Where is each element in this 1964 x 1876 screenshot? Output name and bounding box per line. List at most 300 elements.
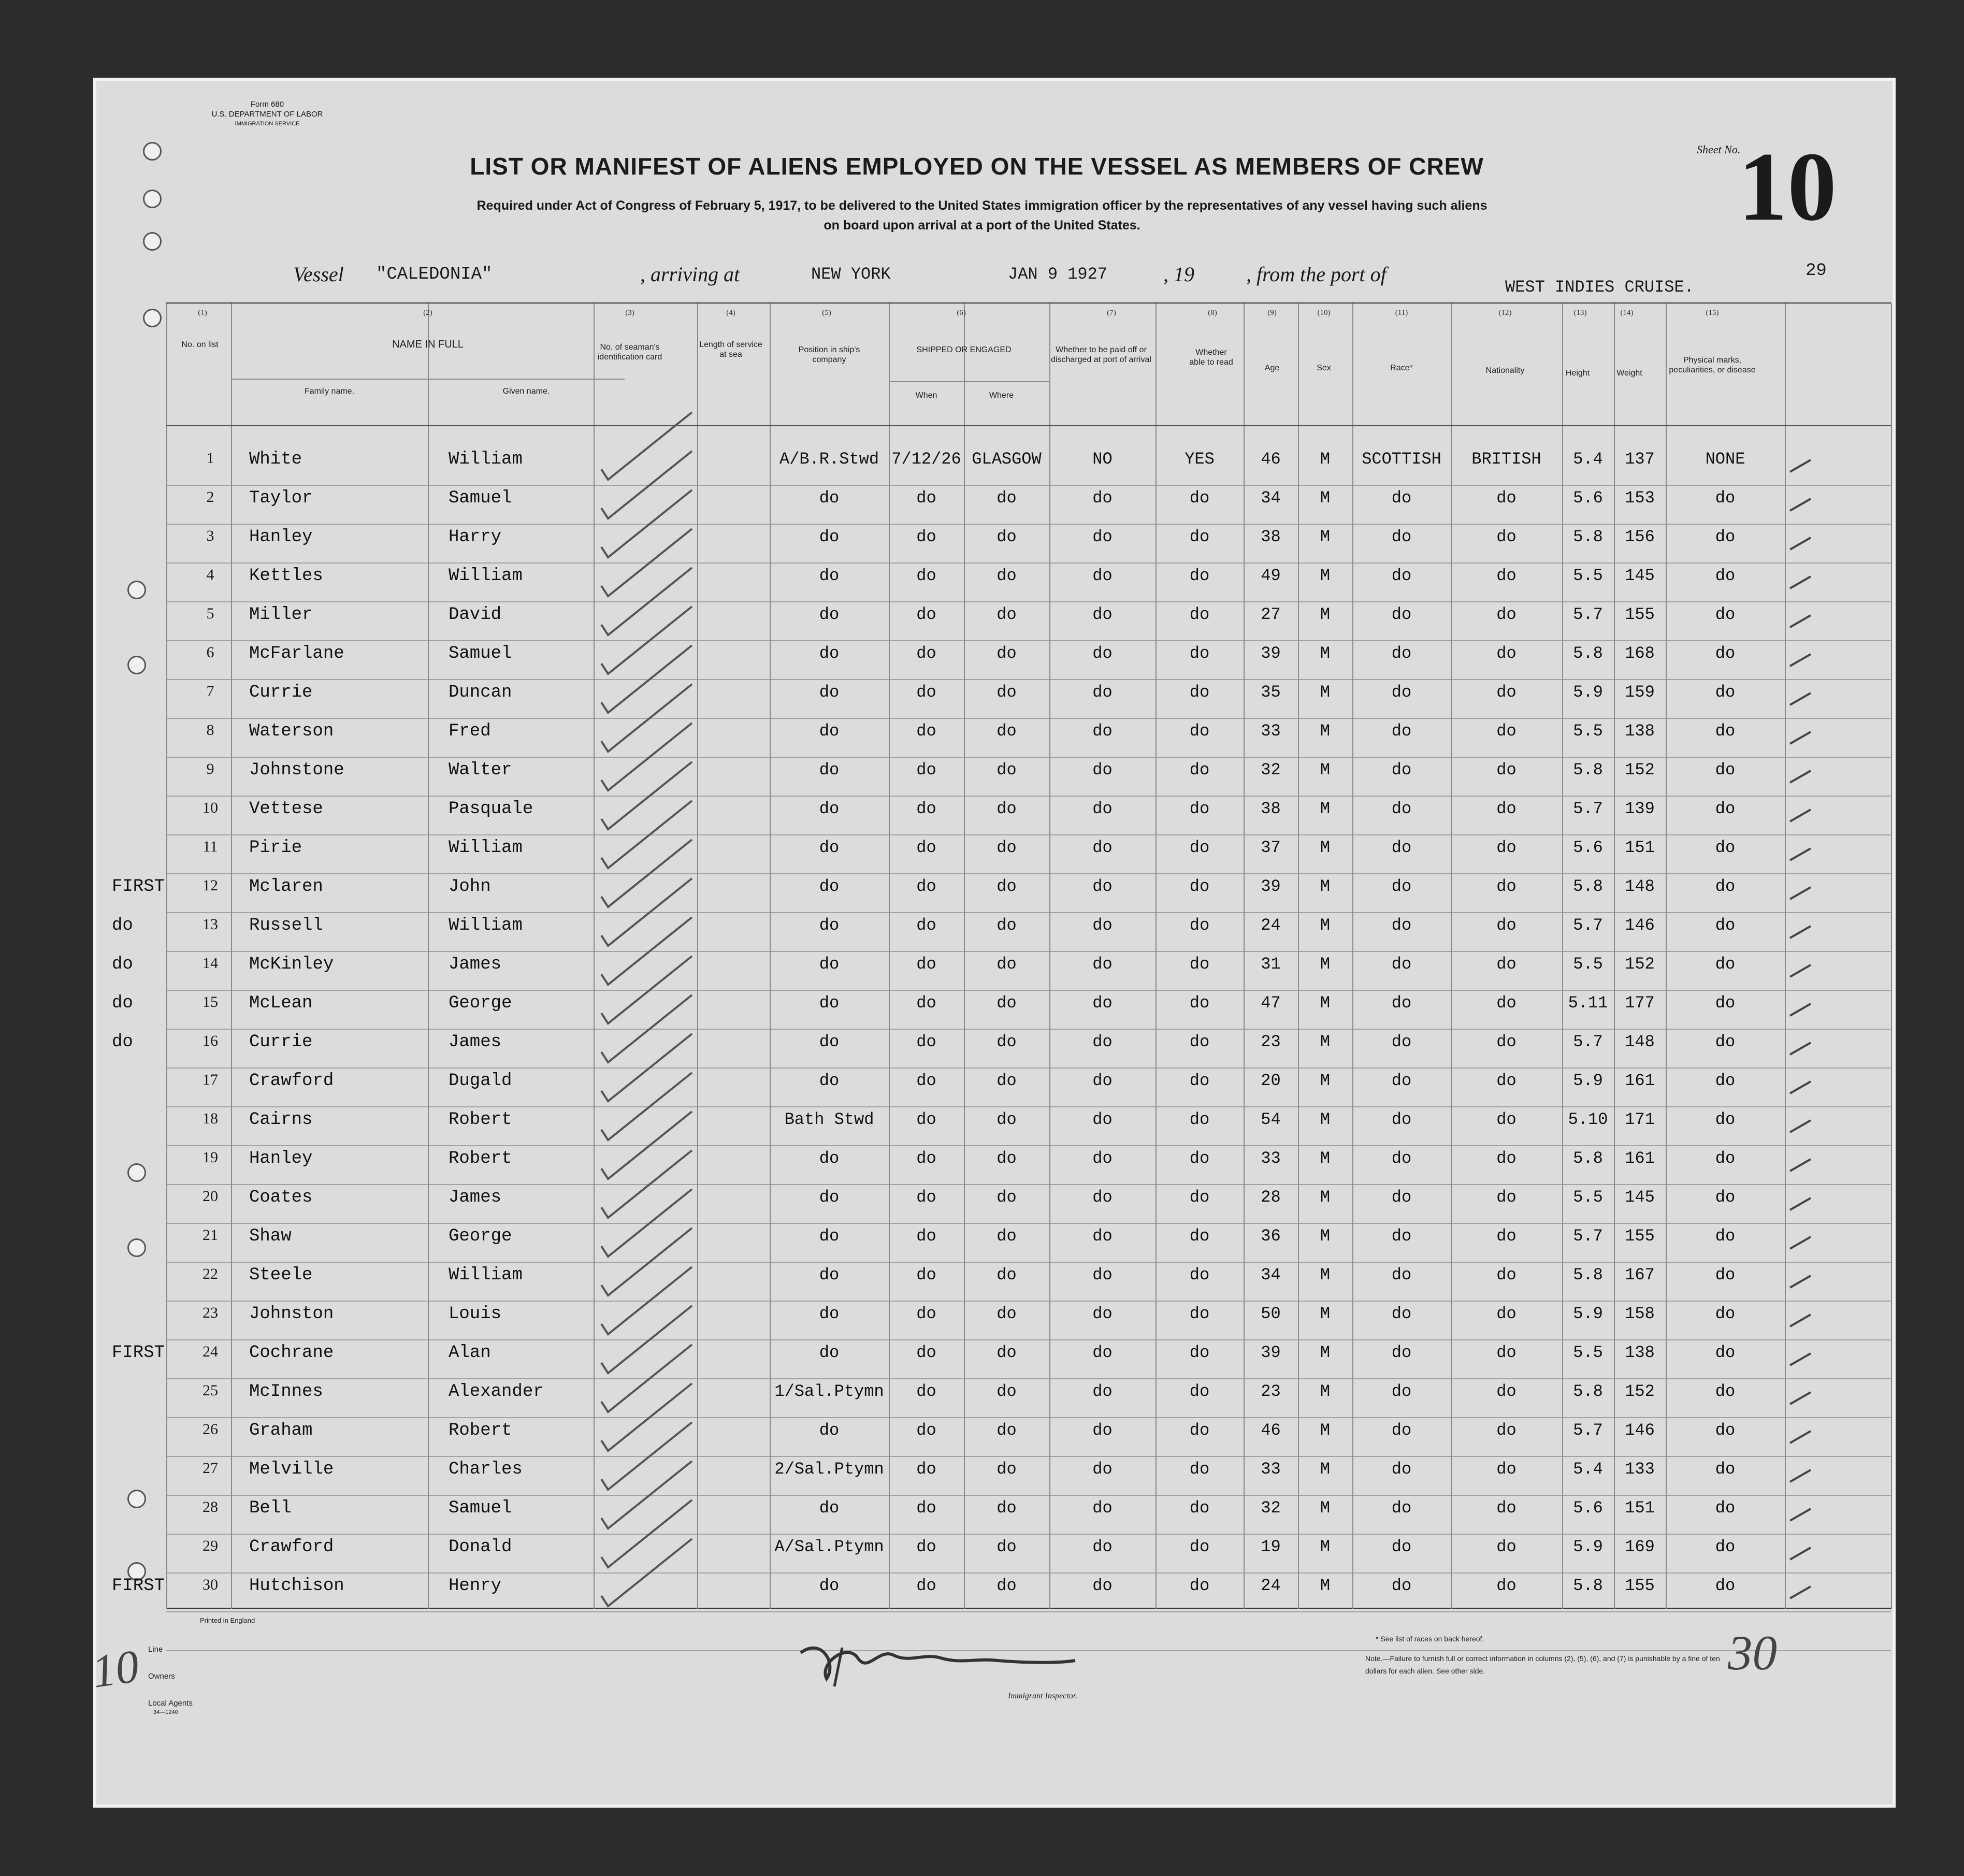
- height: 5.11: [1568, 993, 1608, 1013]
- weight: 148: [1625, 877, 1655, 896]
- height: 5.8: [1573, 644, 1603, 663]
- physical-marks: do: [1715, 1421, 1736, 1440]
- able-to-read: do: [1189, 838, 1210, 857]
- height: 5.8: [1573, 877, 1603, 896]
- family-name: Pirie: [249, 838, 302, 858]
- given-name: Alexander: [449, 1382, 544, 1402]
- position: do: [819, 488, 840, 508]
- row-margin-note: do: [112, 1032, 133, 1052]
- check-mark: [601, 917, 692, 985]
- check-mark: [1790, 460, 1811, 472]
- sex: M: [1320, 1343, 1331, 1362]
- header-when: When: [915, 391, 937, 400]
- given-name: Pasquale: [449, 799, 533, 819]
- header-nationality: Nationality: [1485, 366, 1525, 375]
- family-name: Crawford: [249, 1071, 334, 1091]
- age: 39: [1261, 1343, 1281, 1362]
- sex: M: [1320, 1576, 1331, 1595]
- paid-off: do: [1092, 527, 1113, 546]
- check-mark: [1790, 1081, 1811, 1093]
- check-mark: [1790, 1004, 1811, 1016]
- shipped-where: do: [997, 1149, 1017, 1168]
- able-to-read: do: [1189, 1421, 1210, 1440]
- shipped-when: do: [916, 1460, 936, 1479]
- subtitle-line-1: Required under Act of Congress of February 5, 1917, to be delivered to the United States immigration officer by the representatives of any vessel having such aliens: [476, 198, 1488, 213]
- able-to-read: do: [1189, 1576, 1210, 1595]
- shipped-where: do: [997, 916, 1017, 935]
- sex: M: [1320, 450, 1331, 469]
- position: do: [819, 566, 840, 585]
- physical-marks: NONE: [1705, 450, 1745, 469]
- weight: 152: [1625, 760, 1655, 780]
- age: 54: [1261, 1110, 1281, 1129]
- given-name: Charles: [449, 1460, 523, 1479]
- shipped-where: do: [997, 488, 1017, 508]
- position: do: [819, 799, 840, 818]
- row-number: 16: [203, 1032, 218, 1049]
- header-height: Height: [1565, 369, 1590, 378]
- shipped-when: do: [916, 721, 936, 741]
- family-name: Steele: [249, 1265, 313, 1285]
- position: do: [819, 1304, 840, 1323]
- position: do: [819, 1188, 840, 1207]
- shipped-when: do: [916, 1071, 936, 1090]
- height: 5.8: [1573, 1265, 1603, 1285]
- race: do: [1391, 1265, 1412, 1285]
- weight: 171: [1625, 1110, 1655, 1129]
- paid-off: do: [1092, 1460, 1113, 1479]
- position: do: [819, 838, 840, 857]
- paid-off: do: [1092, 1188, 1113, 1207]
- shipped-where: do: [997, 1110, 1017, 1129]
- paid-off: do: [1092, 955, 1113, 974]
- shipped-where: do: [997, 683, 1017, 702]
- weight: 151: [1625, 1498, 1655, 1518]
- nationality: do: [1496, 605, 1517, 624]
- paid-off: do: [1092, 1304, 1113, 1323]
- given-name: George: [449, 1226, 512, 1246]
- header-paid-off: Whether to be paid off or discharged at port of arrival: [1051, 345, 1151, 364]
- check-mark: [1790, 1159, 1811, 1171]
- able-to-read: do: [1189, 1032, 1210, 1051]
- paid-off: do: [1092, 1343, 1113, 1362]
- header-physical-marks: Physical marks, peculiarities, or disease: [1669, 356, 1756, 374]
- physical-marks: do: [1715, 488, 1736, 508]
- family-name: Currie: [249, 683, 313, 702]
- age: 39: [1261, 877, 1281, 896]
- shipped-when: do: [916, 683, 936, 702]
- nationality: do: [1496, 1071, 1517, 1090]
- row-number: 7: [206, 683, 214, 700]
- able-to-read: do: [1189, 566, 1210, 585]
- able-to-read: do: [1189, 683, 1210, 702]
- able-to-read: do: [1189, 760, 1210, 780]
- race: do: [1391, 644, 1412, 663]
- able-to-read: do: [1189, 488, 1210, 508]
- age: 46: [1261, 1421, 1281, 1440]
- row-margin-note: FIRST: [112, 877, 165, 897]
- age: 23: [1261, 1382, 1281, 1401]
- paid-off: do: [1092, 838, 1113, 857]
- weight: 146: [1625, 916, 1655, 935]
- position: do: [819, 916, 840, 935]
- physical-marks: do: [1715, 1304, 1736, 1323]
- paid-off: do: [1092, 488, 1113, 508]
- paid-off: do: [1092, 1498, 1113, 1518]
- manifest-sheet: [89, 78, 1896, 1808]
- departure-port: WEST INDIES CRUISE.: [1505, 278, 1694, 297]
- race: do: [1391, 799, 1412, 818]
- shipped-when: do: [916, 877, 936, 896]
- sex: M: [1320, 838, 1331, 857]
- sex: M: [1320, 877, 1331, 896]
- family-name: Melville: [249, 1460, 334, 1479]
- physical-marks: do: [1715, 1110, 1736, 1129]
- race: do: [1391, 993, 1412, 1013]
- able-to-read: do: [1189, 1149, 1210, 1168]
- physical-marks: do: [1715, 683, 1736, 702]
- family-name: Johnston: [249, 1304, 334, 1324]
- shipped-where: do: [997, 955, 1017, 974]
- race: do: [1391, 1226, 1412, 1246]
- check-mark: [601, 684, 692, 752]
- race: do: [1391, 683, 1412, 702]
- position: do: [819, 1421, 840, 1440]
- given-name: William: [449, 450, 523, 469]
- check-mark: [1790, 926, 1811, 938]
- weight: 156: [1625, 527, 1655, 546]
- shipped-where: do: [997, 993, 1017, 1013]
- col-number: (4): [726, 309, 735, 317]
- nationality: do: [1496, 1460, 1517, 1479]
- shipped-when: do: [916, 566, 936, 585]
- inspector-label: Immigrant Inspector.: [1008, 1692, 1078, 1700]
- height: 5.9: [1573, 1537, 1603, 1556]
- given-name: Dugald: [449, 1071, 512, 1091]
- owners-label: Owners: [148, 1672, 175, 1681]
- header-able-read: Whether able to read: [1189, 348, 1233, 367]
- service-name: IMMIGRATION SERVICE: [235, 121, 300, 127]
- race: do: [1391, 1110, 1412, 1129]
- family-name: Bell: [249, 1498, 292, 1518]
- shipped-where: GLASGOW: [972, 450, 1042, 469]
- paid-off: do: [1092, 605, 1113, 624]
- sex: M: [1320, 721, 1331, 741]
- check-mark: [601, 529, 692, 596]
- given-name: Robert: [449, 1421, 512, 1440]
- header-family-name: Family name.: [304, 387, 355, 396]
- given-name: John: [449, 877, 491, 897]
- vessel-name: "CALEDONIA": [376, 265, 493, 284]
- shipped-where: do: [997, 1498, 1017, 1518]
- height: 5.4: [1573, 1460, 1603, 1479]
- nationality: do: [1496, 527, 1517, 546]
- weight: 146: [1625, 1421, 1655, 1440]
- row-number: 2: [206, 488, 214, 506]
- check-mark: [601, 1306, 692, 1373]
- arriving-label: , arriving at: [640, 263, 740, 286]
- shipped-when: do: [916, 1343, 936, 1362]
- age: 47: [1261, 993, 1281, 1013]
- sex: M: [1320, 760, 1331, 780]
- shipped-where: do: [997, 760, 1017, 780]
- race: do: [1391, 916, 1412, 935]
- shipped-where: do: [997, 1071, 1017, 1090]
- race: do: [1391, 566, 1412, 585]
- position: do: [819, 1226, 840, 1246]
- check-mark: [601, 878, 692, 946]
- height: 5.5: [1573, 721, 1603, 741]
- age: 27: [1261, 605, 1281, 624]
- able-to-read: do: [1189, 1110, 1210, 1129]
- weight: 168: [1625, 644, 1655, 663]
- check-mark: [601, 1267, 692, 1334]
- check-mark: [1790, 576, 1811, 588]
- printed-in: Printed in England: [200, 1617, 255, 1624]
- height: 5.7: [1573, 799, 1603, 818]
- header-id-card: No. of seaman's identification card: [597, 343, 662, 362]
- weight: 169: [1625, 1537, 1655, 1556]
- nationality: do: [1496, 1421, 1517, 1440]
- shipped-when: do: [916, 1226, 936, 1246]
- check-mark: [601, 1112, 692, 1179]
- height: 5.8: [1573, 527, 1603, 546]
- position: do: [819, 1149, 840, 1168]
- age: 33: [1261, 721, 1281, 741]
- race: do: [1391, 1343, 1412, 1362]
- check-mark: [601, 1034, 692, 1101]
- header-given-name: Given name.: [502, 387, 550, 396]
- shipped-when: do: [916, 955, 936, 974]
- given-name: William: [449, 1265, 523, 1285]
- form-code: 34—1240: [153, 1709, 178, 1715]
- shipped-where: do: [997, 1188, 1017, 1207]
- shipped-when: do: [916, 1110, 936, 1129]
- col-number: (14): [1620, 309, 1634, 317]
- race: do: [1391, 1032, 1412, 1051]
- nationality: do: [1496, 1188, 1517, 1207]
- shipped-where: do: [997, 1576, 1017, 1595]
- physical-marks: do: [1715, 527, 1736, 546]
- shipped-where: do: [997, 1343, 1017, 1362]
- given-name: Fred: [449, 721, 491, 741]
- position: do: [819, 1265, 840, 1285]
- weight: 138: [1625, 1343, 1655, 1362]
- sex: M: [1320, 1421, 1331, 1440]
- check-mark: [601, 995, 692, 1062]
- given-name: Harry: [449, 527, 502, 547]
- row-number: 27: [203, 1460, 218, 1477]
- check-mark: [1790, 1198, 1811, 1210]
- able-to-read: do: [1189, 916, 1210, 935]
- sex: M: [1320, 1110, 1331, 1129]
- nationality: do: [1496, 1382, 1517, 1401]
- age: 34: [1261, 488, 1281, 508]
- family-name: Miller: [249, 605, 313, 625]
- weight: 155: [1625, 1576, 1655, 1595]
- family-name: Graham: [249, 1421, 313, 1440]
- check-mark: [1790, 693, 1811, 705]
- able-to-read: do: [1189, 721, 1210, 741]
- paid-off: do: [1092, 1032, 1113, 1051]
- shipped-when: do: [916, 838, 936, 857]
- able-to-read: do: [1189, 993, 1210, 1013]
- weight: 152: [1625, 955, 1655, 974]
- age: 34: [1261, 1265, 1281, 1285]
- shipped-where: do: [997, 838, 1017, 857]
- check-mark: [601, 1073, 692, 1140]
- check-mark: [1790, 1509, 1811, 1521]
- row-number: 1: [206, 450, 214, 467]
- department-name: U.S. DEPARTMENT OF LABOR: [211, 110, 323, 119]
- weight: 158: [1625, 1304, 1655, 1323]
- row-number: 4: [206, 566, 214, 583]
- position: do: [819, 1576, 840, 1595]
- paid-off: do: [1092, 644, 1113, 663]
- given-name: Walter: [449, 760, 512, 780]
- physical-marks: do: [1715, 1460, 1736, 1479]
- age: 19: [1261, 1537, 1281, 1556]
- family-name: Hanley: [249, 527, 313, 547]
- nationality: do: [1496, 1576, 1517, 1595]
- row-number: 3: [206, 527, 214, 544]
- weight: 145: [1625, 566, 1655, 585]
- physical-marks: do: [1715, 838, 1736, 857]
- age: 38: [1261, 527, 1281, 546]
- row-margin-note: FIRST: [112, 1343, 165, 1363]
- height: 5.9: [1573, 683, 1603, 702]
- fine-note: Note.—Failure to furnish full or correct information in columns (2), (5), (6), and (7) is punishable by a fine of ten dollars for each alien. See other side.: [1365, 1654, 1720, 1675]
- race: do: [1391, 1421, 1412, 1440]
- col-number: (3): [625, 309, 634, 317]
- sex: M: [1320, 1460, 1331, 1479]
- weight: 159: [1625, 683, 1655, 702]
- nationality: do: [1496, 993, 1517, 1013]
- shipped-where: do: [997, 566, 1017, 585]
- check-mark: [601, 1422, 692, 1490]
- paid-off: do: [1092, 1421, 1113, 1440]
- nationality: do: [1496, 1149, 1517, 1168]
- age: 50: [1261, 1304, 1281, 1323]
- row-number: 20: [203, 1188, 218, 1205]
- able-to-read: do: [1189, 1071, 1210, 1090]
- given-name: Samuel: [449, 1498, 512, 1518]
- family-name: Vettese: [249, 799, 323, 819]
- shipped-when: do: [916, 1032, 936, 1051]
- page-title: LIST OR MANIFEST OF ALIENS EMPLOYED ON THE VESSEL AS MEMBERS OF CREW: [470, 153, 1484, 180]
- check-mark: [1790, 1353, 1811, 1365]
- shipped-when: do: [916, 488, 936, 508]
- nationality: do: [1496, 1032, 1517, 1051]
- row-number: 21: [203, 1226, 218, 1244]
- subtitle-line-2: on board upon arrival at a port of the United States.: [824, 218, 1140, 233]
- sex: M: [1320, 605, 1331, 624]
- given-name: James: [449, 1188, 502, 1207]
- header-where: Where: [989, 391, 1014, 400]
- shipped-where: do: [997, 799, 1017, 818]
- age: 23: [1261, 1032, 1281, 1051]
- height: 5.8: [1573, 1382, 1603, 1401]
- given-name: Samuel: [449, 644, 512, 663]
- shipped-where: do: [997, 1032, 1017, 1051]
- family-name: Russell: [249, 916, 323, 935]
- check-mark: [601, 723, 692, 790]
- header-name-in-full: NAME IN FULL: [392, 339, 464, 350]
- vessel-label: Vessel: [293, 263, 344, 286]
- weight: 161: [1625, 1149, 1655, 1168]
- col-number: (9): [1267, 309, 1277, 317]
- able-to-read: do: [1189, 955, 1210, 974]
- height: 5.6: [1573, 838, 1603, 857]
- race: do: [1391, 1304, 1412, 1323]
- row-margin-note: FIRST: [112, 1576, 165, 1596]
- header-race: Race*: [1390, 364, 1413, 372]
- family-name: Currie: [249, 1032, 313, 1052]
- check-mark: [601, 490, 692, 557]
- shipped-when: do: [916, 1149, 936, 1168]
- paid-off: do: [1092, 1537, 1113, 1556]
- family-name: Cochrane: [249, 1343, 334, 1363]
- row-number: 5: [206, 605, 214, 622]
- physical-marks: do: [1715, 1343, 1736, 1362]
- family-name: Taylor: [249, 488, 313, 508]
- row-number: 12: [203, 877, 218, 894]
- physical-marks: do: [1715, 877, 1736, 896]
- physical-marks: do: [1715, 993, 1736, 1013]
- check-mark: [601, 956, 692, 1023]
- nationality: do: [1496, 1110, 1517, 1129]
- physical-marks: do: [1715, 955, 1736, 974]
- position: do: [819, 1071, 840, 1090]
- shipped-where: do: [997, 1382, 1017, 1401]
- height: 5.8: [1573, 1149, 1603, 1168]
- handwritten-tick-marks: [96, 81, 1893, 1805]
- sex: M: [1320, 1032, 1331, 1051]
- row-number: 29: [203, 1537, 218, 1554]
- able-to-read: do: [1189, 527, 1210, 546]
- check-mark: [1790, 848, 1811, 860]
- row-number: 26: [203, 1421, 218, 1438]
- paid-off: do: [1092, 1226, 1113, 1246]
- row-number: 6: [206, 644, 214, 661]
- shipped-when: do: [916, 1188, 936, 1207]
- check-mark: [601, 1345, 692, 1412]
- shipped-where: do: [997, 644, 1017, 663]
- family-name: Hutchison: [249, 1576, 344, 1596]
- paid-off: do: [1092, 1382, 1113, 1401]
- physical-marks: do: [1715, 1537, 1736, 1556]
- sex: M: [1320, 1498, 1331, 1518]
- physical-marks: do: [1715, 1382, 1736, 1401]
- sex: M: [1320, 1188, 1331, 1207]
- able-to-read: do: [1189, 644, 1210, 663]
- able-to-read: do: [1189, 1188, 1210, 1207]
- able-to-read: YES: [1185, 450, 1215, 469]
- height: 5.8: [1573, 1576, 1603, 1595]
- position: do: [819, 1032, 840, 1051]
- nationality: do: [1496, 566, 1517, 585]
- given-name: James: [449, 1032, 502, 1052]
- shipped-where: do: [997, 721, 1017, 741]
- row-number: 10: [203, 799, 218, 816]
- check-mark: [1790, 1470, 1811, 1482]
- check-mark: [601, 412, 692, 480]
- check-mark: [1790, 1315, 1811, 1326]
- height: 5.6: [1573, 1498, 1603, 1518]
- position: do: [819, 527, 840, 546]
- family-name: McKinley: [249, 955, 334, 974]
- weight: 155: [1625, 1226, 1655, 1246]
